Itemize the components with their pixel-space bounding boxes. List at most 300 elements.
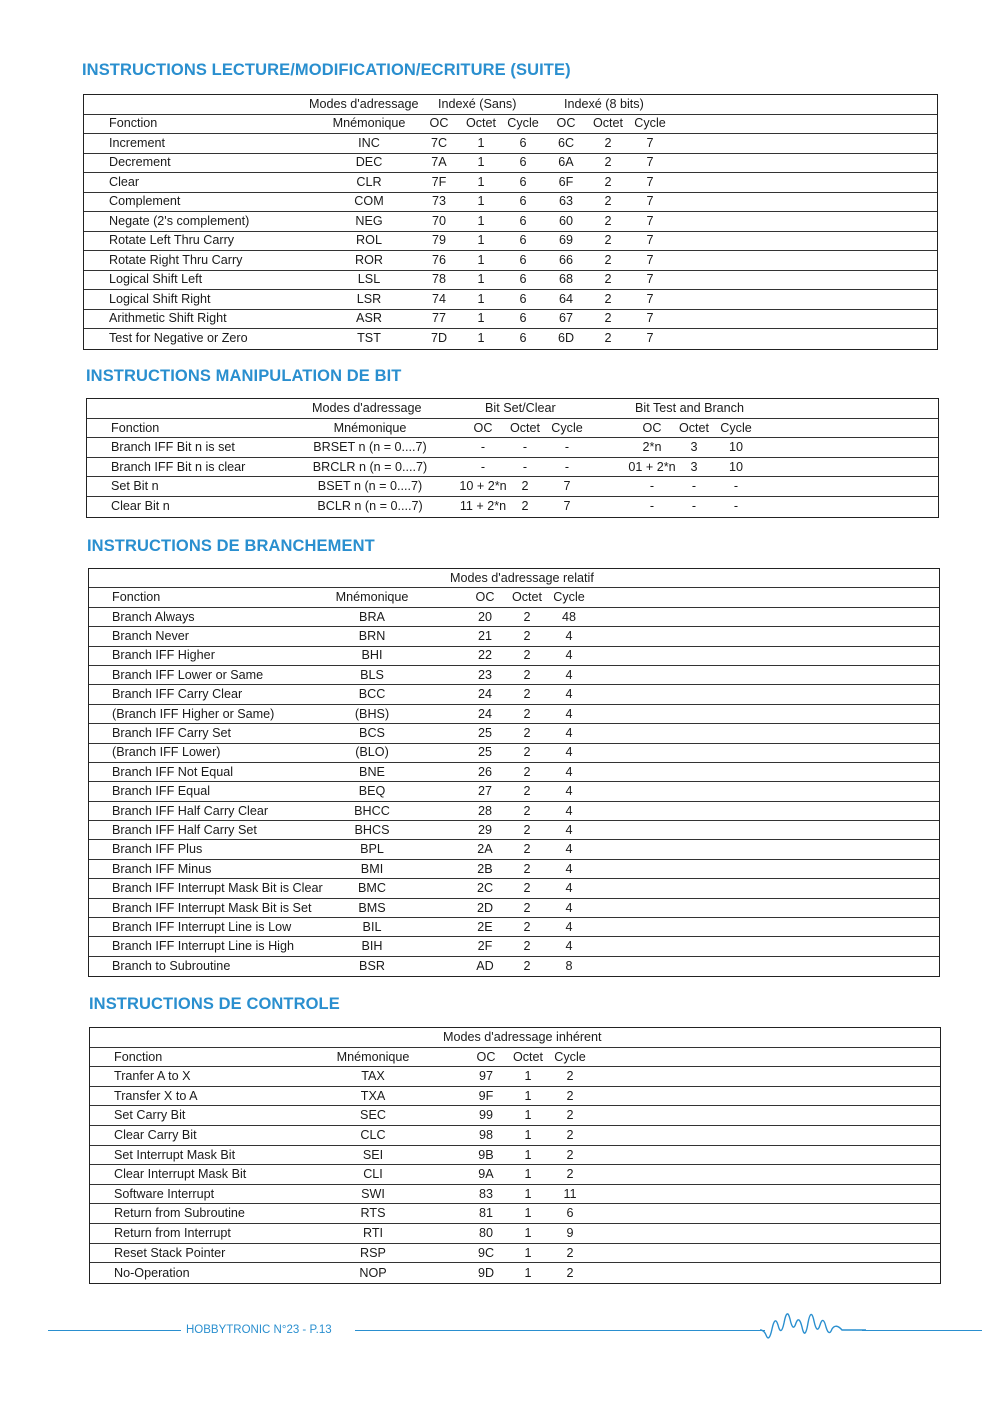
function-cell: Rotate Right Thru Carry (109, 252, 243, 267)
column-header: Cycle (551, 420, 583, 435)
value-cell: 73 (431, 194, 447, 209)
value-cell: 1 (477, 272, 485, 287)
value-cell: 9B (478, 1147, 494, 1162)
function-cell: Set Bit n (111, 479, 159, 494)
value-cell: 2 (523, 706, 531, 721)
value-cell: 1 (477, 135, 485, 150)
mnemonic-cell: BRSET n (n = 0....7) (313, 440, 427, 455)
header-mode-label: Bit Test and Branch (635, 401, 744, 415)
mnemonic-cell: BMC (358, 881, 386, 896)
function-cell: Branch IFF Minus (112, 861, 212, 876)
value-cell: 10 + 2*n (459, 479, 507, 494)
value-cell: 11 (563, 1186, 577, 1201)
function-cell: Set Carry Bit (114, 1108, 186, 1123)
value-cell: - (564, 459, 570, 474)
value-cell: 4 (565, 784, 573, 799)
value-cell: 1 (477, 311, 485, 326)
value-cell: 10 (728, 459, 744, 474)
table-row (90, 1204, 940, 1224)
value-cell: 23 (477, 667, 493, 682)
function-cell: Reset Stack Pointer (114, 1245, 226, 1260)
value-cell: 7 (563, 479, 571, 494)
value-cell: 2 (604, 213, 612, 228)
table-row (87, 497, 938, 517)
column-header: OC (475, 590, 495, 605)
value-cell: 7 (646, 194, 654, 209)
function-cell: Branch IFF Carry Clear (112, 687, 243, 702)
value-cell: 2 (604, 291, 612, 306)
table-row (90, 1067, 940, 1087)
value-cell: 10 (728, 440, 744, 455)
function-cell: Transfer X to A (114, 1088, 198, 1103)
table-row (84, 154, 937, 174)
function-cell: Branch to Subroutine (112, 959, 231, 974)
function-cell: Branch IFF Interrupt Line is Low (112, 919, 292, 934)
value-cell: 7 (646, 291, 654, 306)
column-header: Octet (511, 590, 543, 605)
function-cell: Increment (109, 135, 165, 150)
value-cell: 1 (524, 1206, 532, 1221)
value-cell: 2 (604, 135, 612, 150)
header-mode-label: Bit Set/Clear (485, 401, 556, 415)
value-cell: 7A (431, 155, 447, 170)
value-cell: 2 (604, 174, 612, 189)
mnemonic-cell: TST (357, 331, 381, 346)
value-cell: 4 (565, 706, 573, 721)
footer-rule-right (862, 1330, 982, 1331)
table-row (87, 458, 938, 478)
function-cell: Software Interrupt (114, 1186, 215, 1201)
value-cell: 68 (558, 272, 574, 287)
mnemonic-cell: BHCS (354, 822, 390, 837)
table-row (89, 608, 939, 627)
mnemonic-cell: LSL (357, 272, 381, 287)
mnemonic-cell: BNE (359, 764, 385, 779)
value-cell: 2 (604, 311, 612, 326)
value-cell: 4 (565, 726, 573, 741)
value-cell: 66 (558, 252, 574, 267)
value-cell: 1 (524, 1167, 532, 1182)
value-cell: 81 (478, 1206, 494, 1221)
value-cell: - (691, 499, 697, 514)
table-row (90, 1224, 940, 1244)
column-header: Cycle (553, 590, 585, 605)
table-row (89, 879, 939, 898)
value-cell: 74 (431, 291, 447, 306)
value-cell: 2A (477, 842, 493, 857)
table-header-modes (84, 95, 937, 115)
value-cell: 64 (558, 291, 574, 306)
value-cell: 1 (477, 331, 485, 346)
function-cell: Branch IFF Lower or Same (112, 667, 264, 682)
value-cell: 4 (565, 919, 573, 934)
value-cell: 2 (604, 194, 612, 209)
header-mode-label: Modes d'adressage inhérent (443, 1030, 602, 1044)
table-row (84, 212, 937, 232)
value-cell: 2 (523, 803, 531, 818)
value-cell: 7 (563, 499, 571, 514)
column-header: OC (642, 420, 662, 435)
value-cell: 7 (646, 272, 654, 287)
column-header: Cycle (720, 420, 752, 435)
value-cell: 2 (523, 648, 531, 663)
column-header: Octet (592, 116, 624, 131)
value-cell: 2 (566, 1167, 574, 1182)
table-row (89, 918, 939, 937)
value-cell: 2 (604, 272, 612, 287)
value-cell: 1 (477, 155, 485, 170)
value-cell: 83 (478, 1186, 494, 1201)
value-cell: 25 (477, 745, 493, 760)
value-cell: 2 (523, 629, 531, 644)
value-cell: 6C (557, 135, 575, 150)
value-cell: 2*n (642, 440, 662, 455)
mnemonic-cell: RSP (360, 1245, 386, 1260)
value-cell: 1 (477, 174, 485, 189)
value-cell: 1 (524, 1088, 532, 1103)
function-cell: Branch Always (112, 609, 195, 624)
value-cell: 24 (477, 706, 493, 721)
value-cell: - (522, 440, 528, 455)
value-cell: 9C (477, 1245, 495, 1260)
function-cell: Negate (2's complement) (109, 213, 250, 228)
value-cell: 2 (566, 1127, 574, 1142)
value-cell: - (733, 479, 739, 494)
mnemonic-cell: BIH (361, 939, 383, 954)
function-cell: (Branch IFF Higher or Same) (112, 706, 275, 721)
value-cell: 4 (565, 939, 573, 954)
function-cell: Branch IFF Higher (112, 648, 215, 663)
table-bit (86, 398, 939, 518)
value-cell: - (480, 459, 486, 474)
column-header: Fonction (109, 116, 158, 131)
value-cell: - (564, 440, 570, 455)
value-cell: 70 (431, 213, 447, 228)
table-row (89, 899, 939, 918)
mnemonic-cell: BHI (361, 648, 383, 663)
value-cell: 6 (519, 252, 527, 267)
table-row (90, 1146, 940, 1166)
value-cell: 9F (478, 1088, 494, 1103)
mnemonic-cell: BCS (359, 726, 385, 741)
function-cell: No-Operation (114, 1265, 190, 1280)
value-cell: 6 (519, 194, 527, 209)
value-cell: 1 (524, 1225, 532, 1240)
function-cell: Clear Interrupt Mask Bit (114, 1167, 247, 1182)
column-header: Cycle (554, 1049, 586, 1064)
value-cell: 2 (566, 1108, 574, 1123)
table-header-columns (90, 1048, 940, 1068)
value-cell: 2 (521, 499, 529, 514)
value-cell: 1 (524, 1069, 532, 1084)
mnemonic-cell: BCLR n (n = 0....7) (317, 499, 423, 514)
value-cell: 2 (566, 1265, 574, 1280)
value-cell: 1 (477, 233, 485, 248)
mnemonic-cell: BCC (358, 687, 386, 702)
value-cell: 2 (523, 726, 531, 741)
function-cell: Complement (109, 194, 181, 209)
header-mode-label: Modes d'adressage (312, 401, 422, 415)
mnemonic-cell: TXA (360, 1088, 386, 1103)
value-cell: - (480, 440, 486, 455)
table-row (89, 860, 939, 879)
table-row (90, 1263, 940, 1283)
table-row (89, 802, 939, 821)
value-cell: 20 (477, 609, 493, 624)
value-cell: 2 (604, 233, 612, 248)
value-cell: - (649, 479, 655, 494)
value-cell: 2 (523, 784, 531, 799)
value-cell: 98 (478, 1127, 494, 1142)
footer-rule-middle (355, 1330, 765, 1331)
value-cell: 7 (646, 311, 654, 326)
value-cell: 2 (523, 687, 531, 702)
mnemonic-cell: (BLO) (355, 745, 389, 760)
value-cell: 1 (524, 1265, 532, 1280)
value-cell: 67 (558, 311, 574, 326)
table-row (90, 1126, 940, 1146)
value-cell: 4 (565, 881, 573, 896)
value-cell: 2F (477, 939, 493, 954)
mnemonic-cell: BSR (359, 959, 385, 974)
table-row (90, 1185, 940, 1205)
mnemonic-cell: NOP (359, 1265, 387, 1280)
value-cell: 01 + 2*n (628, 459, 676, 474)
value-cell: 7C (430, 135, 448, 150)
table-row (90, 1165, 940, 1185)
value-cell: AD (476, 959, 494, 974)
value-cell: 7 (646, 174, 654, 189)
value-cell: 2 (523, 745, 531, 760)
value-cell: - (522, 459, 528, 474)
table-row (89, 705, 939, 724)
value-cell: - (733, 499, 739, 514)
function-cell: Branch IFF Carry Set (112, 726, 231, 741)
value-cell: 4 (565, 687, 573, 702)
value-cell: 2 (521, 479, 529, 494)
column-header: Fonction (111, 420, 160, 435)
mnemonic-cell: INC (358, 135, 380, 150)
mnemonic-cell: COM (354, 194, 384, 209)
value-cell: 2 (566, 1088, 574, 1103)
value-cell: 4 (565, 629, 573, 644)
value-cell: 11 + 2*n (459, 499, 507, 514)
mnemonic-cell: SEC (360, 1108, 386, 1123)
value-cell: 1 (524, 1108, 532, 1123)
value-cell: 2 (604, 155, 612, 170)
value-cell: 2 (604, 331, 612, 346)
table-header-modes (89, 569, 939, 588)
function-cell: Logical Shift Right (109, 291, 211, 306)
column-header: Octet (509, 420, 541, 435)
column-header: Mnémonique (336, 1049, 410, 1064)
table-row (89, 744, 939, 763)
value-cell: 60 (558, 213, 574, 228)
value-cell: 6 (519, 233, 527, 248)
table-header-columns (87, 419, 938, 439)
value-cell: 4 (565, 822, 573, 837)
mnemonic-cell: ROR (355, 252, 383, 267)
function-cell: Branch IFF Interrupt Mask Bit is Set (112, 900, 312, 915)
function-cell: Clear Bit n (111, 499, 170, 514)
mnemonic-cell: BHCC (354, 803, 390, 818)
value-cell: 3 (690, 459, 698, 474)
table-row (89, 685, 939, 704)
value-cell: 29 (477, 822, 493, 837)
table-row (90, 1106, 940, 1126)
mnemonic-cell: LSR (356, 291, 382, 306)
function-cell: Return from Subroutine (114, 1206, 245, 1221)
column-header: OC (556, 116, 576, 131)
function-cell: Branch Never (112, 629, 189, 644)
table-row (84, 193, 937, 213)
function-cell: Branch IFF Bit n is clear (111, 459, 246, 474)
mnemonic-cell: BMI (360, 861, 384, 876)
value-cell: 9D (477, 1265, 495, 1280)
table-row (84, 271, 937, 291)
table-row (89, 647, 939, 666)
column-header: Mnémonique (335, 590, 409, 605)
mnemonic-cell: BRN (358, 629, 386, 644)
mnemonic-cell: BPL (360, 842, 384, 857)
value-cell: 1 (524, 1245, 532, 1260)
value-cell: 1 (524, 1147, 532, 1162)
value-cell: 9A (478, 1167, 494, 1182)
table-row (84, 173, 937, 193)
value-cell: 6 (519, 174, 527, 189)
mnemonic-cell: ASR (356, 311, 382, 326)
value-cell: 6 (519, 272, 527, 287)
value-cell: 1 (524, 1186, 532, 1201)
value-cell: 6D (557, 331, 575, 346)
function-cell: Tranfer A to X (114, 1069, 191, 1084)
function-cell: Branch IFF Half Carry Clear (112, 803, 269, 818)
value-cell: 2 (566, 1069, 574, 1084)
value-cell: 2 (523, 861, 531, 876)
column-header: Fonction (114, 1049, 163, 1064)
table-row (89, 763, 939, 782)
table-branch (88, 568, 940, 977)
mnemonic-cell: BRA (359, 609, 385, 624)
header-mode-label: Indexé (8 bits) (564, 96, 644, 111)
table-header-columns (84, 115, 937, 135)
table-row (89, 957, 939, 976)
function-cell: Branch IFF Plus (112, 842, 203, 857)
mnemonic-cell: RTI (362, 1225, 384, 1240)
value-cell: 2 (523, 939, 531, 954)
table-row (89, 666, 939, 685)
function-cell: Return from Interrupt (114, 1225, 231, 1240)
function-cell: Branch IFF Interrupt Mask Bit is Clear (112, 881, 323, 896)
section-title-rmw: INSTRUCTIONS LECTURE/MODIFICATION/ECRITURE (SUITE) (82, 61, 571, 79)
table-header-modes (90, 1028, 940, 1048)
value-cell: 2 (604, 252, 612, 267)
value-cell: 3 (690, 440, 698, 455)
value-cell: 2 (523, 900, 531, 915)
column-header: Mnémonique (333, 420, 407, 435)
value-cell: 6 (519, 155, 527, 170)
column-header: Cycle (507, 116, 539, 131)
column-header: Mnémonique (332, 116, 406, 131)
value-cell: 1 (477, 291, 485, 306)
value-cell: 1 (524, 1127, 532, 1142)
value-cell: 26 (477, 764, 493, 779)
table-row (90, 1087, 940, 1107)
value-cell: 4 (565, 667, 573, 682)
table-row (84, 329, 937, 349)
value-cell: 79 (431, 233, 447, 248)
value-cell: 27 (477, 784, 493, 799)
value-cell: 24 (477, 687, 493, 702)
value-cell: 6 (519, 331, 527, 346)
value-cell: 8 (565, 959, 573, 974)
section-title-bit: INSTRUCTIONS MANIPULATION DE BIT (86, 367, 402, 385)
value-cell: 7 (646, 155, 654, 170)
value-cell: 6 (566, 1206, 574, 1221)
value-cell: - (691, 479, 697, 494)
value-cell: 4 (565, 764, 573, 779)
table-row (84, 232, 937, 252)
value-cell: 4 (565, 842, 573, 857)
value-cell: 4 (565, 648, 573, 663)
value-cell: 63 (558, 194, 574, 209)
value-cell: 1 (477, 194, 485, 209)
mnemonic-cell: BMS (358, 900, 386, 915)
function-cell: Test for Negative or Zero (109, 331, 248, 346)
value-cell: 6A (558, 155, 574, 170)
value-cell: 6 (519, 311, 527, 326)
value-cell: 2 (566, 1245, 574, 1260)
value-cell: 4 (565, 861, 573, 876)
column-header: Cycle (634, 116, 666, 131)
table-row (89, 724, 939, 743)
column-header: OC (429, 116, 449, 131)
value-cell: 48 (561, 609, 577, 624)
table-row (84, 134, 937, 154)
mnemonic-cell: BSET n (n = 0....7) (317, 479, 423, 494)
function-cell: Clear Carry Bit (114, 1127, 197, 1142)
value-cell: 9 (566, 1225, 574, 1240)
value-cell: 7 (646, 135, 654, 150)
mnemonic-cell: ROL (356, 233, 382, 248)
column-header: OC (476, 1049, 496, 1064)
value-cell: 2 (523, 667, 531, 682)
column-header: Octet (678, 420, 710, 435)
mnemonic-cell: BEQ (358, 784, 386, 799)
value-cell: 2 (523, 609, 531, 624)
value-cell: 7 (646, 331, 654, 346)
value-cell: 7 (646, 233, 654, 248)
header-mode-label: Modes d'adressage (309, 96, 419, 111)
section-title-branch: INSTRUCTIONS DE BRANCHEMENT (87, 537, 375, 555)
function-cell: Branch IFF Bit n is set (111, 440, 235, 455)
value-cell: 2 (523, 764, 531, 779)
value-cell: 2 (523, 959, 531, 974)
table-row (84, 290, 937, 310)
table-rmw (83, 94, 938, 350)
value-cell: 4 (565, 803, 573, 818)
value-cell: 21 (477, 629, 493, 644)
value-cell: 7 (646, 213, 654, 228)
value-cell: 97 (478, 1069, 494, 1084)
table-control (89, 1027, 941, 1284)
waveform-logo-icon (758, 1303, 868, 1343)
table-row (84, 310, 937, 330)
value-cell: 80 (478, 1225, 494, 1240)
mnemonic-cell: SWI (361, 1186, 385, 1201)
value-cell: 7F (431, 174, 447, 189)
value-cell: 6 (519, 291, 527, 306)
